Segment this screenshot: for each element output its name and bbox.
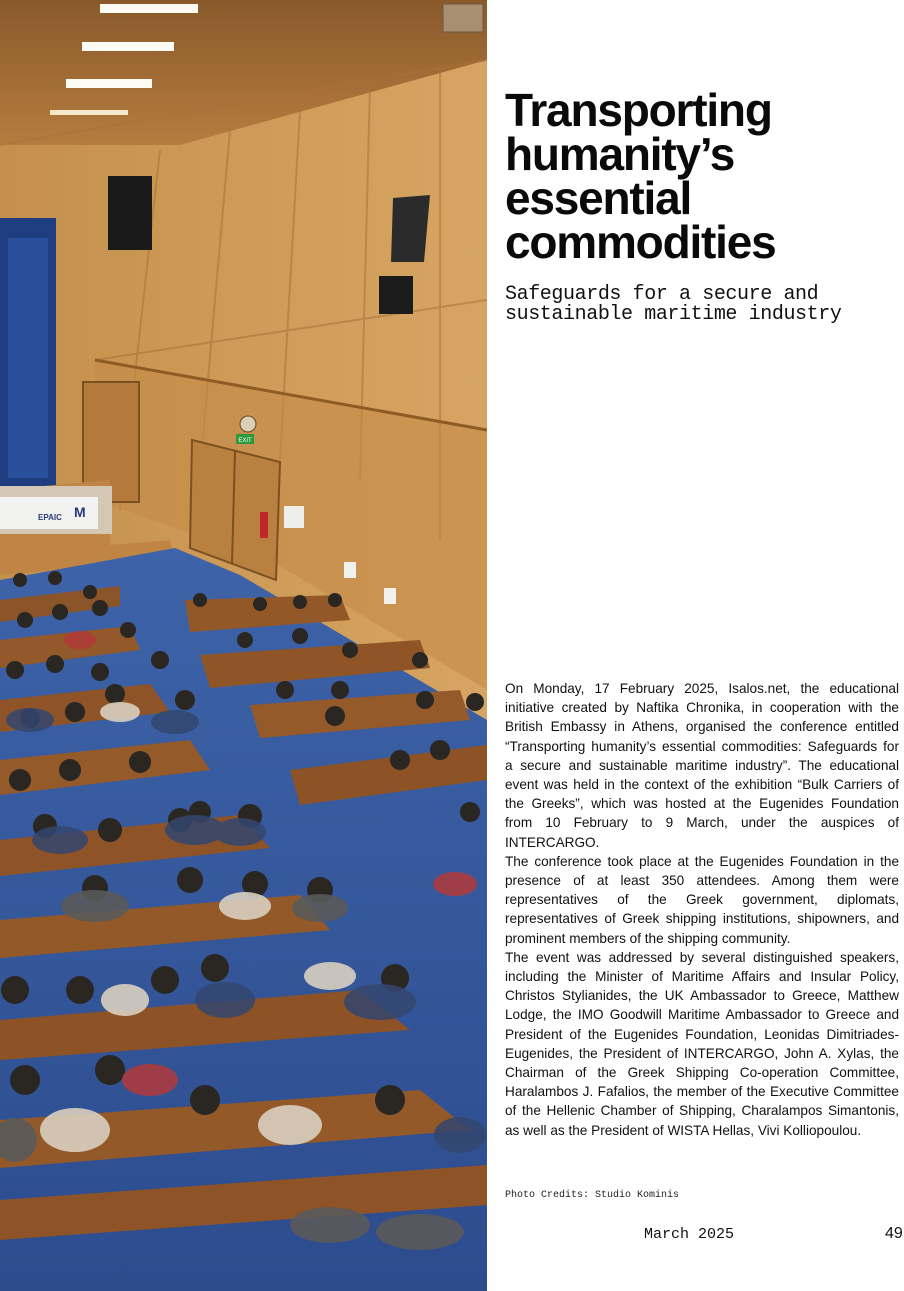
issue-date: March 2025 bbox=[644, 1226, 735, 1243]
ceiling-light bbox=[82, 42, 174, 51]
speaker bbox=[108, 176, 152, 250]
ceiling-light bbox=[50, 110, 128, 115]
subtitle-line: Safeguards for a secure and bbox=[505, 283, 819, 306]
wall-notice bbox=[284, 506, 304, 528]
exit-sign-text: EXIT bbox=[238, 438, 252, 444]
podium-sign: EPAIC bbox=[38, 513, 62, 522]
speaker bbox=[391, 195, 430, 262]
page-number: 49 bbox=[885, 1225, 903, 1242]
fire-extinguisher bbox=[260, 512, 268, 538]
title-line: essential bbox=[505, 172, 692, 224]
ceiling-light bbox=[100, 4, 198, 13]
title-line: Transporting bbox=[505, 84, 772, 136]
body-paragraph: The event was addressed by several distinguished speakers, including the Minister of Maritime Affairs and Insular Policy, Christos Stylianides, the UK Ambassador to Greece, Matthew Lodge, the IMO Goodwill Maritime Ambassador to Greece and President of the Eugenides Foundation, Leonidas Dimitriades-Eugenides, the President of INTERCARGO, John A. Xylas, the Chairman of the Greek Shipping Co-operation Committee, Haralambos J. Fafalios, the member of the Executive Committee of the Hellenic Chamber of Shipping, Charalampos Simantonis, as well as the President of WISTA Hellas, Vivi Kolliopoulou. bbox=[505, 949, 899, 1138]
article-title bbox=[505, 84, 885, 268]
speaker bbox=[379, 276, 413, 314]
photo-credits: Photo Credits: Studio Kominis bbox=[505, 1190, 680, 1201]
svg-text:M: M bbox=[74, 504, 86, 520]
body-paragraph: On Monday, 17 February 2025, Isalos.net, the educational initiative created by Naftika Chronika, in cooperation with the British Embassy in Athens, organised the conference entitled “Transporting humanity’s essential commodities: Safeguards for a secure and sustainable maritime industry”. The educational event was held in the context of the exhibition “Bulk Carriers of the Greeks”, which was hosted at the Eugenides Foundation from 10 February to 9 March, under the auspices of INTERCARGO. bbox=[505, 681, 899, 850]
ceiling-light bbox=[66, 79, 152, 88]
article-subtitle bbox=[505, 285, 900, 325]
body-paragraph: The conference took place at the Eugenides Foundation in the presence of at least 350 attendees. Among them were representatives of the Greek government, diplomats, representatives of Greek shipping institutions, shipowners, and prominent members of the shipping community. bbox=[505, 853, 899, 946]
air-vent bbox=[443, 4, 483, 32]
wall-clock bbox=[240, 416, 256, 432]
title-line: humanity’s bbox=[505, 128, 735, 180]
article-body bbox=[505, 679, 899, 1140]
subtitle-line: sustainable maritime industry bbox=[505, 303, 842, 326]
title-line: commodities bbox=[505, 216, 776, 268]
